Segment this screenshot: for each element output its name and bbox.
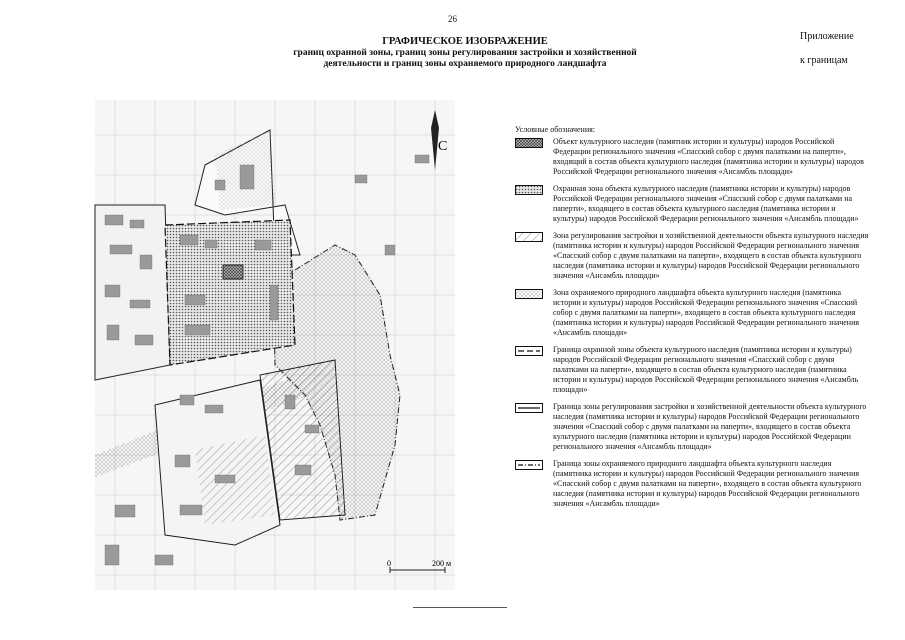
legend-item-heritage-object: Объект культурного наследия (памятник истории и культуры) народов Российской Федерации регионального значения «Спасский собор с двумя палатками на паперти», входящий в состав объекта культурного наследия (памятника истории и культуры) народов Российской Федерации регионального значения «Ансамбль площади» xyxy=(515,137,870,177)
heritage-object xyxy=(223,265,243,279)
zone-map xyxy=(55,95,465,595)
protection-zone-border-symbol xyxy=(515,346,543,356)
landscape-zone-border-symbol xyxy=(515,460,543,470)
legend-item-landscape-zone: Зона охраняемого природного ландшафта объекта культурного наследия (памятника истории и культуры) народов Российской Федерации регионального значения «Спасский собор с двумя палатками на паперти», входящего в состав объекта культурного наследия (памятника истории и культуры) народов Российской Федерации регионального значения «Ансамбль площади» xyxy=(515,288,870,338)
legend-title: Условные обозначения: xyxy=(515,125,596,134)
scale-zero: 0 xyxy=(387,559,391,568)
appendix-note xyxy=(800,25,900,73)
legend-item-protection-zone: Охранная зона объекта культурного наследия (памятника истории и культуры) народов Российской Федерации регионального значения «Спасский собор с двумя палатками на паперти», входящего в состав объекта культурного наследия (памятника истории и культуры) народов Российской Федерации регионального значения «Ансамбль площади» xyxy=(515,184,870,224)
document-title xyxy=(230,36,700,70)
footer-separator xyxy=(413,607,507,608)
appendix-line-1: Приложение xyxy=(800,31,854,42)
scale-end: 200 м xyxy=(432,559,452,568)
regulation-zone-symbol xyxy=(515,232,543,242)
svg-text:С: С xyxy=(438,139,448,154)
appendix-line-2: к границам xyxy=(800,55,848,66)
legend-item-regulation-zone-border: Граница зоны регулирования застройки и хозяйственной деятельности объекта культурного наследия (памятника истории и культуры) народов Российской Федерации регионального значения «Спасский собор с двумя палатками на паперти», входящего в состав объекта культурного наследия (памятника истории и культуры) народов Российской Федерации регионального значения «Ансамбль площади» xyxy=(515,402,870,452)
regulation-zone-border-symbol xyxy=(515,403,543,413)
title-line-3: деятельности и границ зоны охраняемого природного ландшафта xyxy=(323,59,607,69)
title-line-1: ГРАФИЧЕСКОЕ ИЗОБРАЖЕНИЕ xyxy=(382,36,548,47)
landscape-zone-symbol xyxy=(515,289,543,299)
protection-zone-symbol xyxy=(515,185,543,195)
page-number: 26 xyxy=(448,14,457,24)
legend xyxy=(515,125,870,516)
legend-item-landscape-zone-border: Граница зоны охраняемого природного ландшафта объекта культурного наследия (памятника истории и культуры) народов Российской Федерации регионального значения «Спасский собор с двумя палатками на паперти», входящего в состав объекта культурного наследия (памятника истории и культуры) народов Российской Федерации регионального значения «Ансамбль площади» xyxy=(515,459,870,509)
title-line-2: границ охранной зоны, границ зоны регулирования застройки и хозяйственной xyxy=(293,48,637,58)
legend-item-protection-zone-border: Граница охранной зоны объекта культурного наследия (памятника истории и культуры) народов Российской Федерации регионального значения «Спасский собор с двумя палатками на паперти», входящего в состав объекта культурного наследия (памятника истории и культуры) народов Российской Федерации регионального значения «Ансамбль площади» xyxy=(515,345,870,395)
heritage-object-symbol xyxy=(515,138,543,148)
legend-item-regulation-zone: Зона регулирования застройки и хозяйственной деятельности объекта культурного наследия (памятника истории и культуры) народов Российской Федерации регионального значения «Спасский собор с двумя палатками на паперти», входящего в состав объекта культурного наследия (памятника истории и культуры) народов Российской Федерации регионального значения «Ансамбль площади» xyxy=(515,231,870,281)
